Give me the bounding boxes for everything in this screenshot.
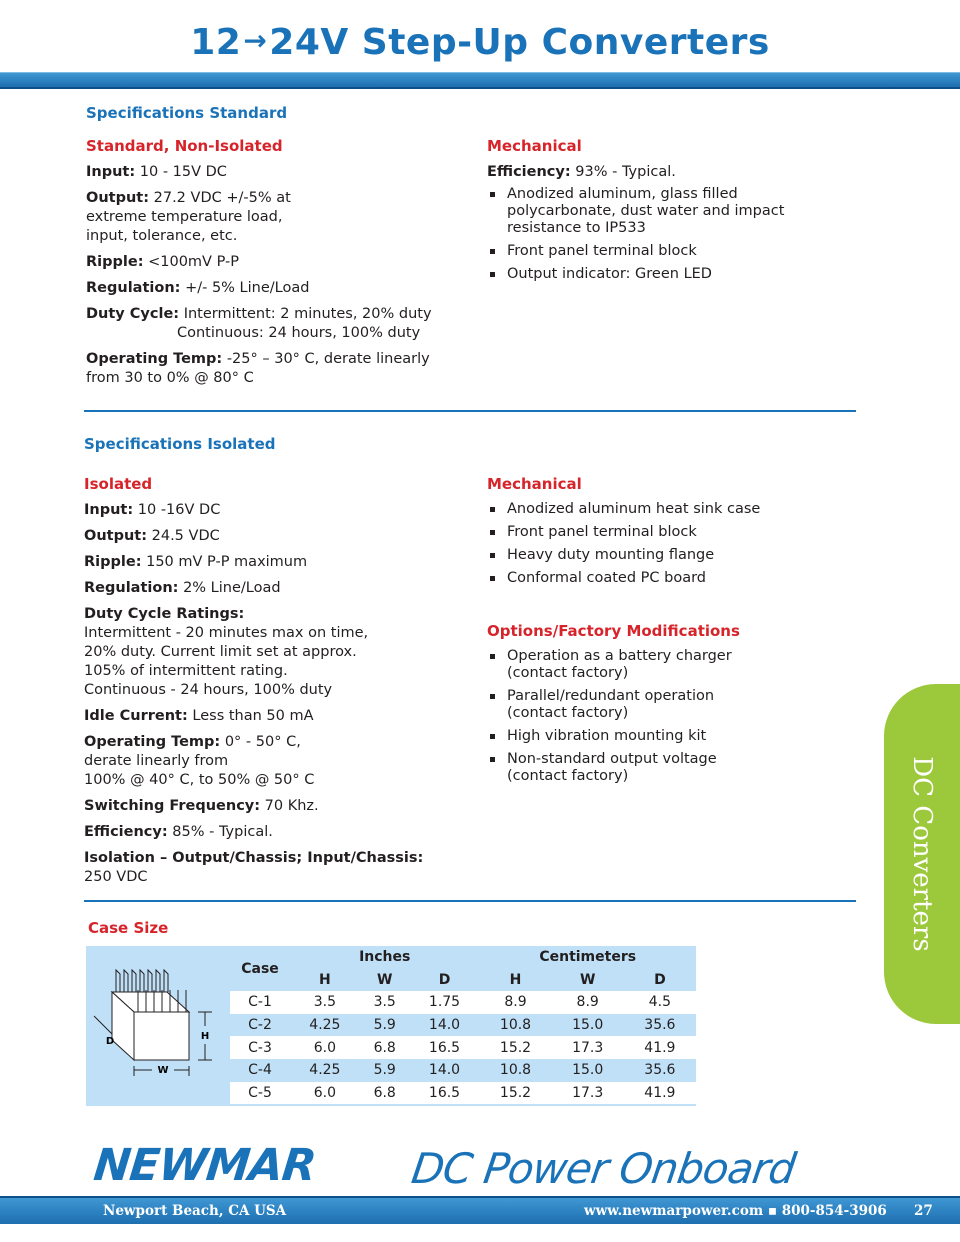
arrow-icon: →: [243, 24, 268, 57]
spec-duty-cycle: Duty Cycle: Intermittent: 2 minutes, 20% duty Continuous: 24 hours, 100% duty: [86, 306, 432, 341]
header-in-w: W: [376, 971, 393, 988]
spec-input: Input: 10 - 15V DC: [86, 164, 227, 180]
table-header-row: [230, 946, 696, 969]
dimension-h-label: H: [200, 1031, 210, 1042]
table-cell: 41.9: [624, 1082, 696, 1105]
spec-operating-temp: Operating Temp: 0° - 50° C, derate linearly from 100% @ 40° C, to 50% @ 50° C: [84, 734, 315, 788]
table-cell: 3.5: [360, 991, 410, 1014]
table-cell: 16.5: [410, 1082, 480, 1105]
subsection-title-options: Options/Factory Modifications: [487, 622, 740, 640]
table-cell: 4.5: [624, 991, 696, 1014]
table-cell: 5.9: [373, 1017, 396, 1034]
spec-idle-current: Idle Current: Less than 50 mA: [84, 708, 314, 724]
section-title-standard: Specifications Standard: [86, 104, 288, 122]
isolated-options: [487, 648, 847, 791]
spec-operating-temp: Operating Temp: -25° – 30° C, derate linearly from 30 to 0% @ 80° C: [86, 351, 430, 386]
table-cell: 15.2: [479, 1082, 551, 1105]
spec-switching-frequency: Switching Frequency: 70 Khz.: [84, 798, 319, 814]
table-cell: 6.0: [290, 1082, 360, 1105]
table-cell: 41.9: [624, 1036, 696, 1059]
isolated-specs: [84, 501, 464, 894]
table-cell: C-4: [248, 1062, 272, 1079]
table-cell: 8.9: [552, 991, 624, 1014]
spec-duty-cycle: Duty Cycle Ratings: Intermittent - 20 minutes max on time, 20% duty. Current limit set at approx. 105% of intermittent rating. Continuous - 24 hours, 100% duty: [84, 606, 369, 698]
spec-ripple: Ripple: <100mV P-P: [86, 254, 239, 270]
table-cell: 8.9: [479, 991, 551, 1014]
list-item: Heavy duty mounting flange: [487, 547, 847, 564]
standard-specs: [86, 163, 466, 395]
divider: [84, 410, 856, 412]
footer-contact: [584, 1203, 887, 1219]
spec-output: Output: 24.5 VDC: [84, 528, 220, 544]
header-in-h: H: [319, 971, 331, 988]
subsection-title-mechanical-standard: Mechanical: [487, 137, 582, 155]
spec-regulation: Regulation: +/- 5% Line/Load: [86, 280, 310, 296]
table-cell: 10.8: [499, 1017, 532, 1034]
table-row: [230, 1059, 696, 1082]
case-size-title: Case Size: [88, 919, 169, 937]
divider: [84, 900, 856, 902]
title-left: 12: [190, 22, 242, 63]
list-item: Parallel/redundant operation (contact factory): [487, 688, 847, 722]
table-cell: 35.6: [644, 1017, 676, 1034]
header-cm-w: W: [579, 971, 596, 988]
list-item: Non-standard output voltage (contact factory): [487, 751, 847, 785]
spec-ripple: Ripple: 150 mV P-P maximum: [84, 554, 308, 570]
spec-isolation: Isolation – Output/Chassis; Input/Chassis: 250 VDC: [84, 850, 424, 885]
list-item: Front panel terminal block: [487, 524, 847, 541]
table-row: [230, 1082, 696, 1105]
list-item: Output indicator: Green LED: [487, 266, 847, 283]
mechanical-list: [487, 186, 847, 283]
table-cell: C-2: [248, 1017, 272, 1034]
table-cell: 17.3: [552, 1082, 624, 1105]
table-cell: 10.8: [499, 1062, 532, 1079]
header-cm-d: D: [654, 971, 666, 988]
table-cell: 17.3: [552, 1036, 624, 1059]
table-cell: 6.8: [360, 1036, 410, 1059]
spec-regulation: Regulation: 2% Line/Load: [84, 580, 281, 596]
table-cell: 15.0: [572, 1017, 604, 1034]
header-in-d: D: [438, 971, 451, 988]
list-item: Front panel terminal block: [487, 243, 847, 260]
subsection-title-mechanical-isolated: Mechanical: [487, 475, 582, 493]
subsection-title-isolated: Isolated: [84, 475, 153, 493]
spec-efficiency: Efficiency: 93% - Typical.: [487, 164, 676, 180]
header-case: Case: [241, 960, 279, 977]
dimension-d-label: D: [105, 1036, 115, 1047]
table-cell: 5.9: [373, 1062, 396, 1079]
mechanical-list: [487, 501, 847, 587]
subsection-title-standard: Standard, Non-Isolated: [86, 137, 283, 155]
table-cell: 35.6: [644, 1062, 676, 1079]
page-title: [0, 22, 960, 63]
table-cell: 4.25: [309, 1062, 341, 1079]
footer-phone: 800-854-3906: [781, 1203, 887, 1219]
table-cell: 1.75: [410, 991, 480, 1014]
list-item: Anodized aluminum, glass filled polycarbonate, dust water and impact resistance to IP533: [487, 186, 847, 237]
table-cell: 6.8: [360, 1082, 410, 1105]
table-row: [230, 1036, 696, 1059]
standard-mechanical: [487, 163, 847, 289]
list-item: Anodized aluminum heat sink case: [487, 501, 847, 518]
section-tab-dc-converters: [884, 684, 960, 1024]
header-centimeters: Centimeters: [539, 949, 637, 966]
footer-website: www.newmarpower.com: [584, 1203, 764, 1219]
footer-bar: [0, 1196, 960, 1224]
heatsink-diagram: [92, 962, 222, 1082]
table-cell: C-3: [230, 1036, 290, 1059]
list-item: Conformal coated PC board: [487, 570, 847, 587]
table-cell: 14.0: [428, 1017, 461, 1034]
header-cm-h: H: [509, 971, 522, 988]
newmar-logo: NEWMAR: [91, 1140, 318, 1191]
table-row: [230, 991, 696, 1014]
table-cell: 14.0: [428, 1062, 461, 1079]
table-cell: 15.0: [572, 1062, 604, 1079]
case-size-table: [230, 946, 696, 1104]
header-inches: Inches: [359, 949, 411, 966]
table-row: [230, 1014, 696, 1037]
table-cell: 15.2: [479, 1036, 551, 1059]
section-tab-label: DC Converters: [907, 756, 937, 952]
table-cell: C-5: [230, 1082, 290, 1105]
list-item: Operation as a battery charger (contact factory): [487, 648, 847, 682]
table-cell: 6.0: [290, 1036, 360, 1059]
dimension-w-label: W: [157, 1065, 169, 1076]
table-cell: 16.5: [410, 1036, 480, 1059]
page-number: 27: [914, 1203, 933, 1219]
section-title-isolated: Specifications Isolated: [84, 435, 276, 453]
spec-efficiency: Efficiency: 85% - Typical.: [84, 824, 273, 840]
title-right: 24V Step-Up Converters: [269, 22, 770, 63]
tagline: DC Power Onboard: [408, 1144, 799, 1193]
spec-input: Input: 10 -16V DC: [84, 502, 221, 518]
table-cell: C-1: [230, 991, 290, 1014]
list-item: High vibration mounting kit: [487, 728, 847, 745]
footer-location: Newport Beach, CA USA: [103, 1203, 287, 1219]
spec-output: Output: 27.2 VDC +/-5% at extreme temperature load, input, tolerance, etc.: [86, 190, 291, 244]
table-subheader-row: [230, 969, 696, 992]
separator-icon: ▪: [767, 1203, 777, 1219]
title-bar: [0, 72, 960, 89]
table-cell: 4.25: [309, 1017, 341, 1034]
options-list: [487, 648, 847, 785]
isolated-mechanical: [487, 501, 847, 593]
table-cell: 3.5: [290, 991, 360, 1014]
